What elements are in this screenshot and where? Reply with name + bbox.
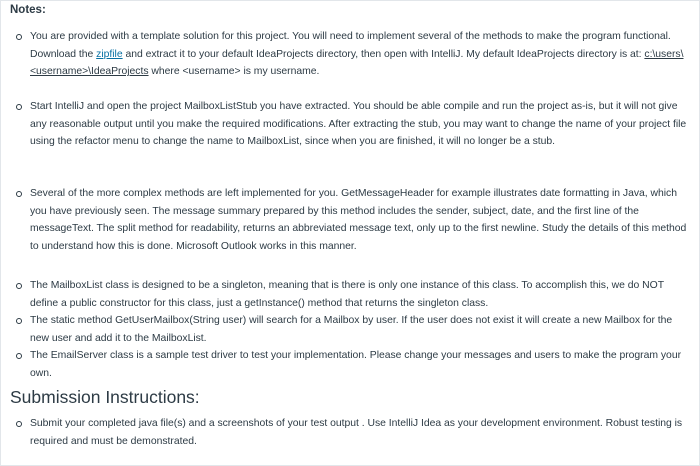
notes-list-item-2 <box>1 98 700 151</box>
submission-heading: Submission Instructions: <box>10 387 200 407</box>
list-item <box>1 312 700 347</box>
notes-list-item-1 <box>1 28 700 81</box>
item-text: The MailboxList class is designed to be a singleton, meaning that is there is only one instance of this class. To accomplish this, we do NOT define a public constructor for this class, just a getInstance() method that returns the singleton class. <box>30 280 664 309</box>
bullet-icon <box>16 283 22 289</box>
list-item <box>1 347 700 382</box>
item-text: Start IntelliJ and open the project MailboxListStub you have extracted. You should be able compile and run the project as-is, but it will not give any reasonable output until you make the required modifications. After extracting the stub, you may want to change the name of your project file using the refactor menu to change the name to MailboxList, since when you are finished, it will no longer be a stub. <box>30 101 687 148</box>
item-text: The EmailServer class is a sample test driver to test your implementation. Please change your messages and users to make the program your own. <box>30 350 682 379</box>
list-item <box>1 277 700 312</box>
item-text: Several of the more complex methods are left implemented for you. GetMessageHeader for example illustrates date formatting in Java, which you have previously seen. The message summary prepared by this method includes the sender, subject, date, and the first line of the messageText. The split method for readability, returns an abbreviated message text, only up to the first newline. Study the details of this method to understand how this is done. Microsoft Outlook works in this manner. <box>30 188 687 252</box>
item-text: Submit your completed java file(s) and a screenshots of your test output . Use IntelliJ Idea as your development environment. Robust testing is required and must be demonstrated. <box>30 418 683 447</box>
bullet-icon <box>16 318 22 324</box>
bullet-icon <box>16 104 22 110</box>
submission-list <box>1 415 700 450</box>
notes-list-item-3 <box>1 185 700 255</box>
zipfile-link[interactable]: zipfile <box>96 48 123 60</box>
bullet-icon <box>16 34 22 40</box>
list-item <box>1 98 700 151</box>
list-item <box>1 185 700 255</box>
directory-path: c:\users\<username>\IdeaProjects <box>30 48 684 78</box>
bullet-icon <box>16 353 22 359</box>
bullet-icon <box>16 421 22 427</box>
notes-list-group <box>1 277 700 383</box>
list-item <box>1 28 700 81</box>
item-text-part: and extract it to your default IdeaProjects directory, then open with IntelliJ. My default IdeaProjects directory is at: <box>122 48 645 60</box>
item-text-part: You are provided with a template solution for this project. You will need to implement several of the methods to make the program functional. Download the <box>30 31 671 60</box>
list-item <box>1 415 700 450</box>
notes-heading: Notes: <box>10 4 46 16</box>
item-text: The static method GetUserMailbox(String user) will search for a Mailbox by user. If the user does not exist it will create a new Mailbox for the new user and add it to the MailboxList. <box>30 315 673 344</box>
bullet-icon <box>16 191 22 197</box>
item-text-part: where <username> is my username. <box>148 66 320 78</box>
